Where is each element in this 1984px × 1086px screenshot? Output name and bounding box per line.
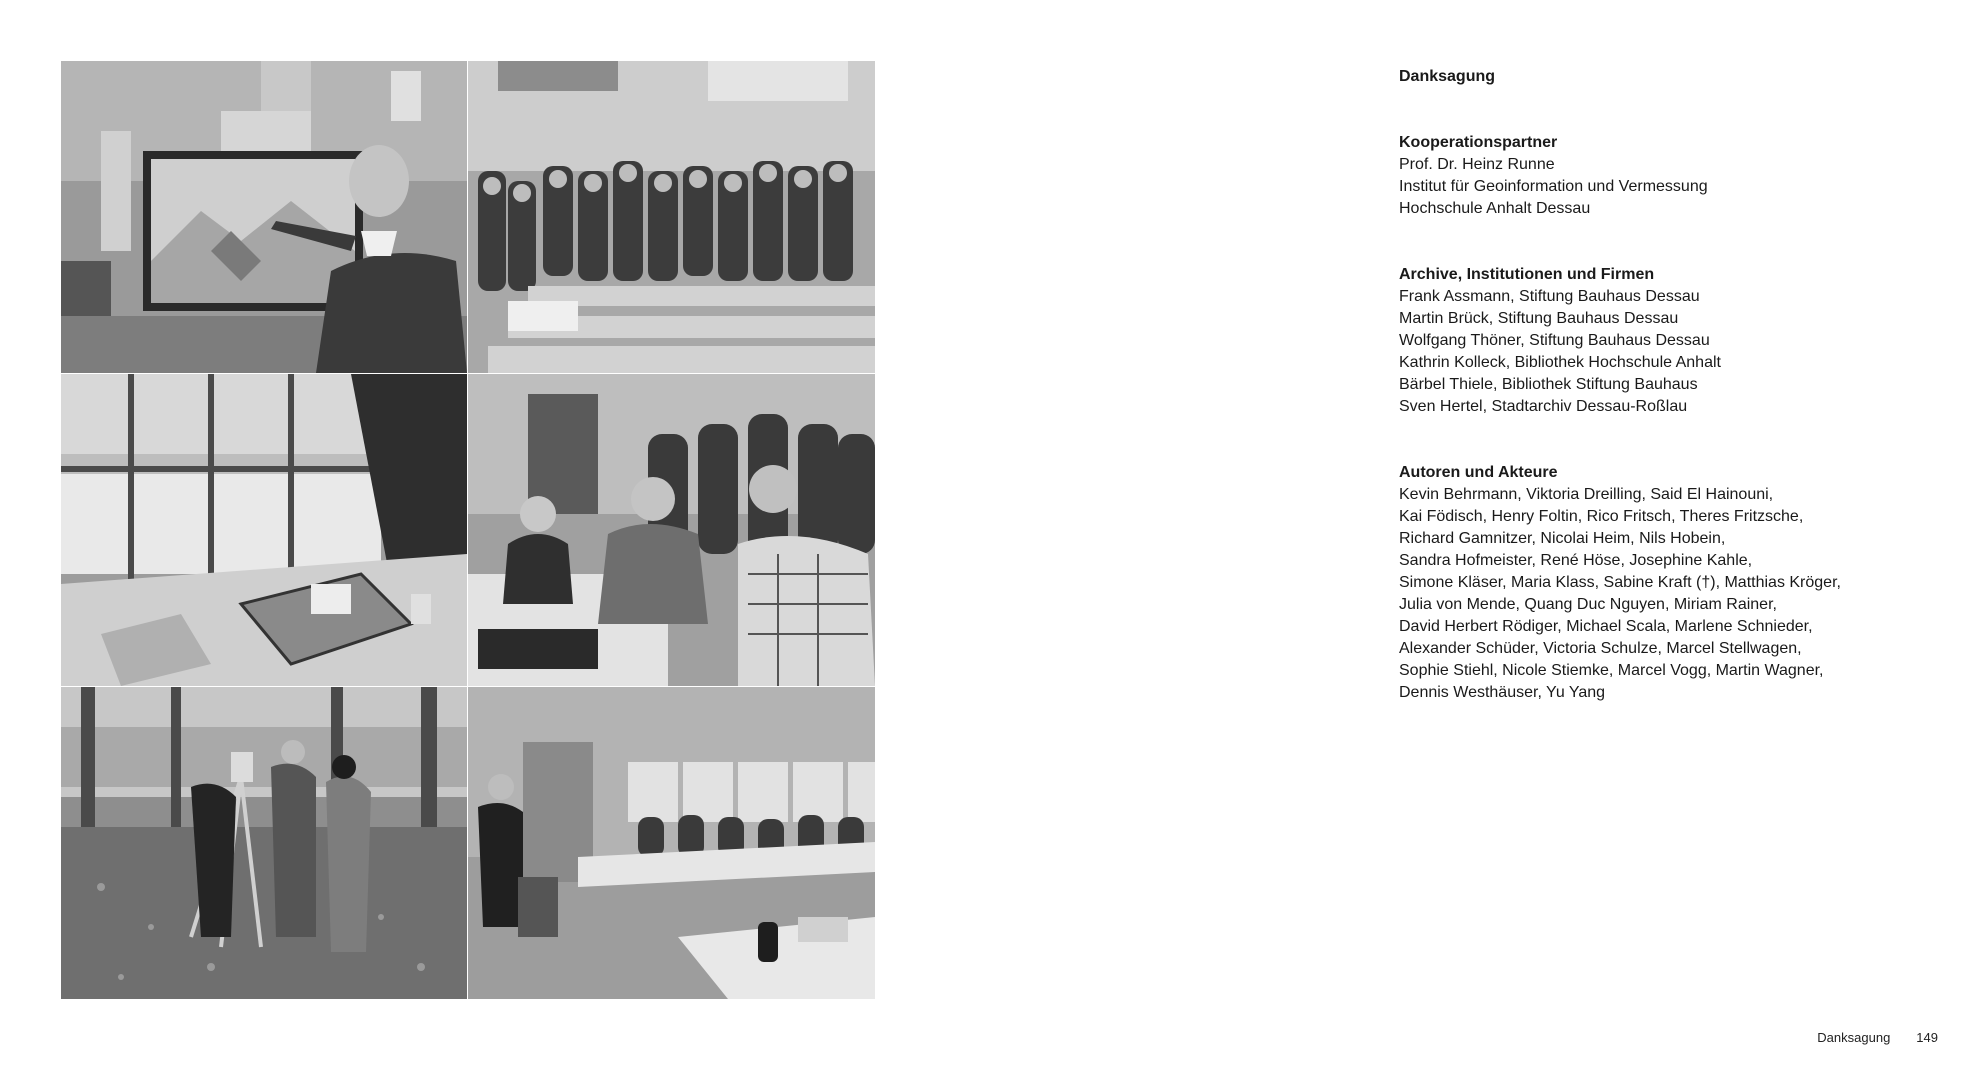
page-title: Danksagung [1399, 68, 1496, 85]
text-line: Simone Kläser, Maria Klass, Sabine Kraft (†), Matthias Kröger, [1399, 574, 1841, 591]
section-cooperation-partners [1399, 132, 1919, 220]
text-line: Kai Födisch, Henry Foltin, Rico Fritsch, Theres Fritzsche, [1399, 508, 1804, 525]
text-line: Bärbel Thiele, Bibliothek Stiftung Bauhaus [1399, 376, 1698, 393]
section-heading: Autoren und Akteure [1399, 464, 1558, 481]
text-line: Sophie Stiehl, Nicole Stiemke, Marcel Vogg, Martin Wagner, [1399, 662, 1824, 679]
text-line: Hochschule Anhalt Dessau [1399, 200, 1591, 217]
text-line: Alexander Schüder, Victoria Schulze, Marcel Stellwagen, [1399, 640, 1802, 657]
acknowledgements-text [1399, 66, 1919, 748]
section-heading: Archive, Institutionen und Firmen [1399, 266, 1655, 283]
text-line: Prof. Dr. Heinz Runne [1399, 156, 1555, 173]
photo-students-at-computer [468, 374, 875, 686]
section-archives-institutions [1399, 264, 1919, 418]
photo-surveying-outdoors [61, 687, 467, 999]
section-authors-actors [1399, 462, 1919, 704]
text-line: Institut für Geoinformation und Vermessung [1399, 178, 1708, 195]
text-line: Richard Gamnitzer, Nicolai Heim, Nils Hobein, [1399, 530, 1726, 547]
text-line: Kevin Behrmann, Viktoria Dreilling, Said El Hainouni, [1399, 486, 1774, 503]
photo-architecture-model-window [61, 374, 467, 686]
photo-group-in-lecture-hall [468, 61, 875, 373]
text-line: Dennis Westhäuser, Yu Yang [1399, 684, 1606, 701]
text-line: Julia von Mende, Quang Duc Nguyen, Miriam Rainer, [1399, 596, 1777, 613]
text-line: Sven Hertel, Stadtarchiv Dessau-Roßlau [1399, 398, 1688, 415]
page-footer [1817, 1030, 1938, 1046]
text-line: Sandra Hofmeister, René Höse, Josephine Kahle, [1399, 552, 1753, 569]
section-heading: Kooperationspartner [1399, 134, 1558, 151]
text-line: Wolfgang Thöner, Stiftung Bauhaus Dessau [1399, 332, 1710, 349]
photo-seminar-room-presentation [468, 687, 875, 999]
text-line: Kathrin Kolleck, Bibliothek Hochschule Anhalt [1399, 354, 1721, 371]
text-line: Martin Brück, Stiftung Bauhaus Dessau [1399, 310, 1679, 327]
photo-grid [61, 61, 876, 999]
page-number: 149 [1916, 1030, 1938, 1045]
footer-section-label: Danksagung [1817, 1030, 1891, 1045]
text-line: Frank Assmann, Stiftung Bauhaus Dessau [1399, 288, 1700, 305]
photo-presenter-with-screen [61, 61, 467, 373]
text-line: David Herbert Rödiger, Michael Scala, Marlene Schnieder, [1399, 618, 1813, 635]
